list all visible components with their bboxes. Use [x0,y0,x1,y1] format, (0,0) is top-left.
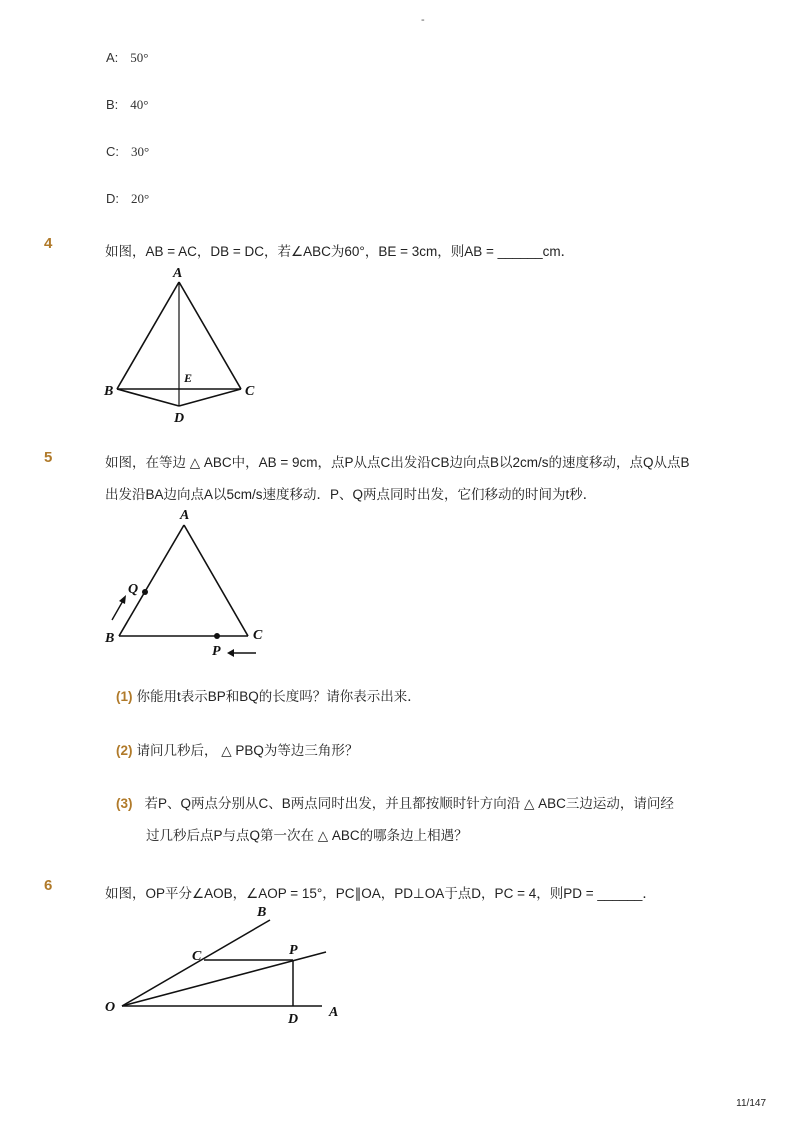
option-c [106,144,149,160]
arrow-p-head [227,649,234,657]
label-a: A [180,508,190,523]
figure-q4 [100,262,270,427]
label-c: C [192,949,202,964]
sub-question-3 [116,792,674,812]
question-number: 4 [44,235,53,252]
option-label: C: [106,144,119,159]
question-text: 如图，OP平分∠AOB，∠AOP = 15°，PC∥OA，PD⊥OA于点D，PC = 4，则PD = ______． [105,886,656,901]
option-value: 30° [131,144,150,159]
option-label: D: [106,191,119,206]
sub-number: (3) [116,796,133,811]
option-a [106,50,149,66]
label-b: B [105,631,115,646]
label-p: P [212,644,221,659]
label-a: A [173,266,183,281]
figure-q6 [100,900,360,1030]
option-value: 20° [131,191,150,206]
sub-question-2 [116,739,358,759]
sub-text: 请问几秒后， △ PBQ为等边三角形？ [136,743,359,758]
arrow-q-head [119,595,126,604]
question-text-line2: 出发沿BA边向点A以5cm/s速度移动．P、Q两点同时出发，它们移动的时间为t秒． [105,487,597,502]
point-p [214,633,220,639]
sub-question-3-cont: 过几秒后点P与点Q第一次在 △ ABC的哪条边上相遇？ [146,828,468,843]
question-number: 5 [44,449,53,466]
option-d [106,191,149,207]
sub-number: (2) [116,743,133,758]
option-value: 50° [130,50,149,65]
point-q [142,589,148,595]
page-number: 11/147 [736,1098,766,1109]
segment-ac [184,525,248,636]
label-d: D [288,1012,299,1027]
sub-question-1 [116,685,421,705]
option-value: 40° [130,97,149,112]
label-q: Q [128,582,139,597]
figure-q5 [100,505,280,665]
label-a: A [329,1005,339,1020]
label-o: O [105,1000,116,1015]
option-label: A: [106,50,119,65]
label-b: B [257,905,267,920]
question-number: 6 [44,877,53,894]
header-mark: - [421,14,425,26]
segment-cd [179,389,241,406]
question-text: 如图，AB = AC，DB = DC，若∠ABC为60°，BE = 3cm，则AB = ______cm． [105,244,575,259]
sub-text: 若P、Q两点分别从C、B两点同时出发，并且都按顺时针方向沿 △ ABC三边运动，请问经 [144,796,674,811]
sub-number: (1) [116,689,133,704]
label-e: E [184,371,193,385]
label-b: B [104,384,114,399]
option-label: B: [106,97,119,112]
label-c: C [245,384,255,399]
segment-bd [117,389,179,406]
label-d: D [174,411,185,426]
option-b [106,97,149,113]
question-text-line1: 如图，在等边 △ ABC中，AB = 9cm，点P从点C出发沿CB边向点B以2cm/s的速度移动，点Q从点B [105,455,690,470]
sub-text: 你能用t表示BP和BQ的长度吗？请你表示出来． [136,689,421,704]
segment-ab [117,282,179,389]
label-c: C [253,628,263,643]
label-p: P [289,943,298,958]
segment-ab [119,525,184,636]
